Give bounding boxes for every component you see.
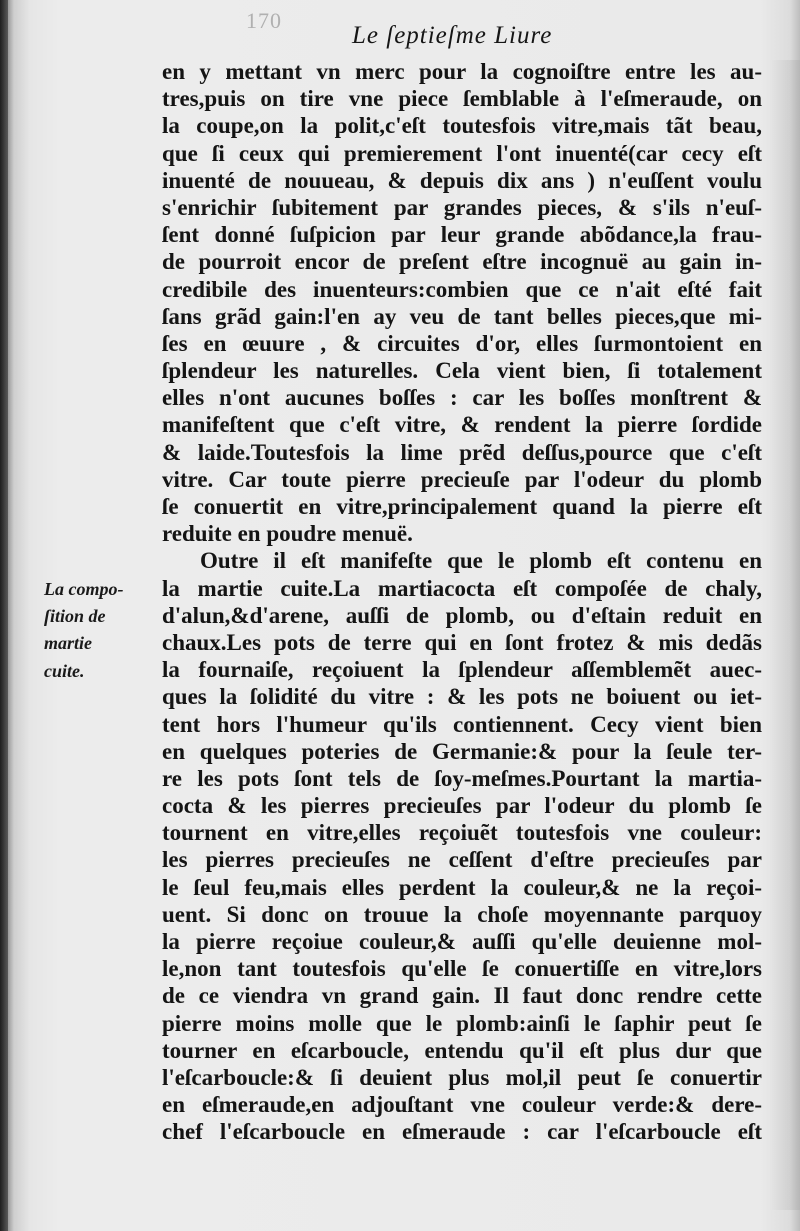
text-line: en quelques poteries de Germanie:& pour la ſeule ter- xyxy=(162,738,762,764)
text-line: cocta & les pierres precieuſes par l'odeur du plomb ſe xyxy=(162,793,762,819)
text-line: ques la ſolidité du vitre : & les pots ne boiuent ou iet- xyxy=(162,684,762,710)
text-line: ſent donné ſuſpicion par leur grande abõdance,la frau- xyxy=(162,222,762,248)
text-line: de pourroit encor de preſent eſtre incognuë au gain in- xyxy=(162,249,762,275)
binding-gutter xyxy=(0,0,8,1231)
text-line: pierre moins molle que le plomb:ainſi le ſaphir peut ſe xyxy=(162,1010,762,1036)
text-line: le,non tant toutesfois qu'elle ſe conuertiſſe en vitre,lors xyxy=(162,956,762,982)
text-line: tourner en eſcarboucle, entendu qu'il eſt plus dur que xyxy=(162,1037,762,1063)
text-line: & laide.Toutesfois la lime prẽd deſſus,pource que c'eſt xyxy=(162,439,762,465)
text-line: credibile des inuenteurs:combien que ce n'ait eſté fait xyxy=(162,276,762,302)
text-line: en y mettant vn merc pour la cognoiſtre entre les au- xyxy=(162,59,762,84)
text-line: ſans grãd gain:l'en ay veu de tant belles pieces,que mi- xyxy=(162,303,762,329)
text-line: d'alun,&d'arene, auſſi de plomb, ou d'eſtain reduit en xyxy=(162,602,762,628)
text-line: elles n'ont aucunes boſſes : car les boſſes monſtrent & xyxy=(162,385,762,411)
margin-note xyxy=(44,576,156,685)
text-line: re les pots ſont tels de ſoy-meſmes.Pourtant la martia- xyxy=(162,765,762,791)
text-line: inuenté de nouueau, & depuis dix ans ) n'euſſent voulu xyxy=(162,167,762,193)
text-line: la martie cuite.La martiacocta eſt compoſée de chaly, xyxy=(162,575,762,601)
text-line: la fournaiſe, reçoiuent la ſplendeur aſſemblemẽt auec- xyxy=(162,657,762,683)
text-line: tent hors l'humeur qu'ils contiennent. Cecy vient bien xyxy=(162,711,762,737)
text-line: tournent en vitre,elles reçoiuẽt toutesfois vne couleur: xyxy=(162,820,762,846)
margin-note-line: La compo- xyxy=(44,579,124,599)
text-line: reduite en poudre menuë. xyxy=(162,521,413,547)
page-number: 170 xyxy=(246,8,282,33)
page-edge-shadow xyxy=(770,60,800,1210)
text-line: les pierres precieuſes ne ceſſent d'eſtre precieuſes par xyxy=(162,847,762,873)
text-line: Outre il eſt manifeſte que le plomb eſt contenu en xyxy=(200,548,762,574)
text-line: ſes en œuure , & circuites d'or, elles ſurmontoient en xyxy=(162,330,762,356)
text-line: manifeſtent que c'eſt vitre, & rendent la pierre ſordide xyxy=(162,412,762,438)
text-line: ſe conuertit en vitre,principalement quand la pierre eſt xyxy=(162,494,762,519)
text-line: l'eſcarboucle:& ſi deuient plus mol,il peut ſe conuertir xyxy=(162,1064,762,1090)
text-line: que ſi ceux qui premierement l'ont inuenté(car cecy eſt xyxy=(162,140,762,166)
text-line: chaux.Les pots de terre qui en ſont frotez & mis dedãs xyxy=(162,629,762,655)
text-line: la pierre reçoiue couleur,& auſſi qu'elle deuienne mol- xyxy=(162,929,762,954)
running-head: Le ſeptieſme Liure xyxy=(352,22,553,49)
margin-note-line: martie xyxy=(44,633,92,654)
text-line: chef l'eſcarboucle en eſmeraude : car l'eſcarboucle eſt xyxy=(162,1119,762,1145)
text-line: le ſeul feu,mais elles perdent la couleur,& ne la reçoi- xyxy=(162,874,762,900)
text-line: uent. Si donc on trouue la choſe moyennante parquoy xyxy=(162,901,762,927)
text-line: de ce viendra vn grand gain. Il faut donc rendre cette xyxy=(162,983,762,1009)
text-line: la coupe,on la polit,c'eſt toutesfois vitre,mais tãt beau, xyxy=(162,113,762,139)
margin-note-line: cuite. xyxy=(44,660,85,681)
main-text xyxy=(162,58,762,1146)
text-line: vitre. Car toute pierre precieuſe par l'odeur du plomb xyxy=(162,466,762,492)
text-line: en eſmeraude,en adjouſtant vne couleur verde:& dere- xyxy=(162,1092,762,1118)
text-line: tres,puis on tire vne piece ſemblable à l'eſmeraude, on xyxy=(162,86,762,112)
text-line: s'enrichir ſubitement par grandes pieces, & s'ils n'euſ- xyxy=(162,194,762,220)
margin-note-line: ſition de xyxy=(44,606,106,627)
text-line: ſplendeur les naturelles. Cela vient bien, ſi totalement xyxy=(162,358,762,384)
